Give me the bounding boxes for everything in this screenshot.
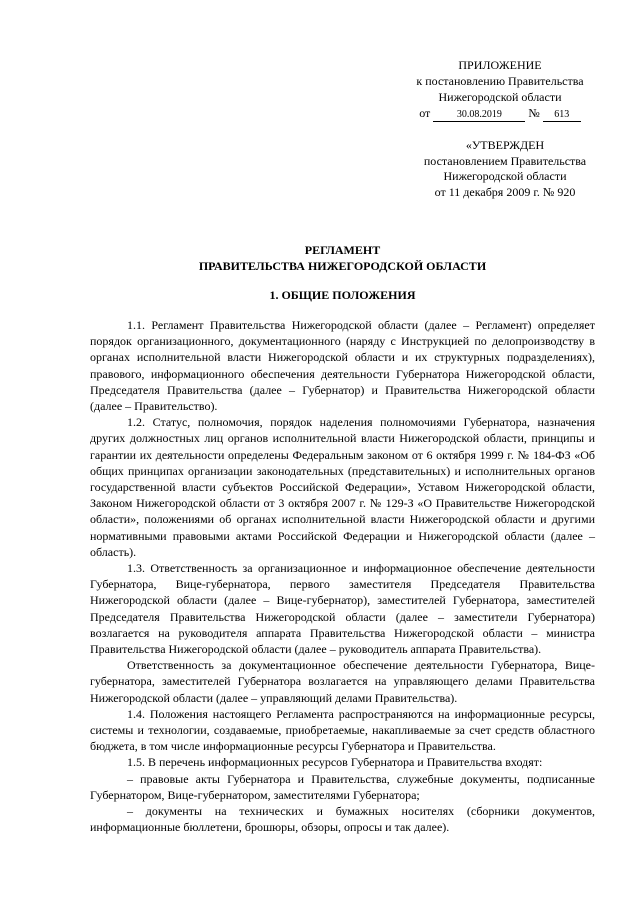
- document-title: [90, 242, 595, 274]
- approval-block: [405, 138, 605, 200]
- paragraph-1-4: 1.4. Положения настоящего Регламента распространяются на информационные ресурсы, системы и технологии, создаваемые, приобретаемые, накапливаемые за счет средств областного бюджета, в том числе информационные ресурсы Губернатора и Правительства.: [90, 706, 595, 754]
- title-line-1: РЕГЛАМЕНТ: [304, 243, 381, 257]
- approval-line-3: Нижегородской области: [443, 169, 567, 183]
- paragraph-1-3-cont: Ответственность за документационное обеспечение деятельности Губернатора, Вице-губернатора, заместителей Губернатора возлагается на управляющего делами Правительства Нижегородской области (далее – управляющий делами Правительства).: [90, 658, 595, 705]
- approval-line-4: от 11 декабря 2009 г. № 920: [434, 184, 576, 199]
- appendix-line-2: к постановлению Правительства: [416, 74, 584, 88]
- paragraph-1-2: 1.2. Статус, полномочия, порядок наделения полномочиями Губернатора, назначения других должностных лиц органов исполнительной власти Нижегородской области, принципы и гарантии их деятельности определены Федеральным законом от 6 октября 1999 г. № 184-ФЗ «Об общих принципах организации законодательных (представительных) и исполнительных органов государственной власти субъектов Российской Федерации», Уставом Нижегородской области, Законом Нижегородской области от 3 октября 2007 г. № 129-З «О Правительстве Нижегородской области», положениями об органах исполнительной власти Нижегородской области и другими нормативными правовыми актами Российской Федерации и Нижегородской области (далее – область).: [90, 415, 595, 559]
- paragraph-1-5: 1.5. В перечень информационных ресурсов Губернатора и Правительства входят:: [127, 755, 543, 770]
- approval-line-1: «УТВЕРЖДЕН: [465, 138, 545, 152]
- paragraph-1-1: 1.1. Регламент Правительства Нижегородской области (далее – Регламент) определяет порядок организационного, документационного (наряду с Инструкцией по делопроизводству в органах исполнительной власти Нижегородской области и их структурных подразделениях), правового, информационного обеспечения деятельности Губернатора Нижегородской области, Председателя Правительства (далее – Губернатор) и Правительства Нижегородской области (далее – Правительство).: [90, 318, 595, 414]
- section-heading: 1. ОБЩИЕ ПОЛОЖЕНИЯ: [269, 288, 416, 302]
- list-item-legal-acts: – правовые акты Губернатора и Правительства, служебные документы, подписанные Губернатором, Вице-губернатором, заместителями Губернатора;: [90, 771, 595, 802]
- appendix-block: [400, 57, 600, 122]
- document-body: [90, 317, 595, 836]
- title-line-2: ПРАВИТЕЛЬСТВА НИЖЕГОРОДСКОЙ ОБЛАСТИ: [198, 259, 487, 273]
- appendix-label: ПРИЛОЖЕНИЕ: [458, 58, 542, 72]
- paragraph-1-3: 1.3. Ответственность за организационное и информационное обеспечение деятельности Губернатора, Вице-губернатора, первого заместителя Председателя Правительства Нижегородской области (далее – Вице-губернатор), заместителей Губернатора, заместителей Председателя Правительства Нижегородской области (далее – заместители Губернатора) возлагается на руководителя аппарата Правительства Нижегородской области – министра Правительства Нижегородской области (далее – руководитель аппарата Правительства).: [90, 561, 595, 657]
- approval-line-2: постановлением Правительства: [423, 153, 587, 168]
- number-label: №: [528, 106, 540, 120]
- decree-date: 30.08.2019: [433, 109, 525, 122]
- from-label: от: [419, 106, 431, 120]
- decree-number: 613: [543, 109, 581, 122]
- list-item-documents: – документы на технических и бумажных носителях (сборники документов, информационные бюллетени, брошюры, обзоры, опросы и так далее).: [90, 804, 595, 835]
- appendix-date-line: [400, 105, 600, 122]
- appendix-line-3: Нижегородской области: [438, 90, 562, 104]
